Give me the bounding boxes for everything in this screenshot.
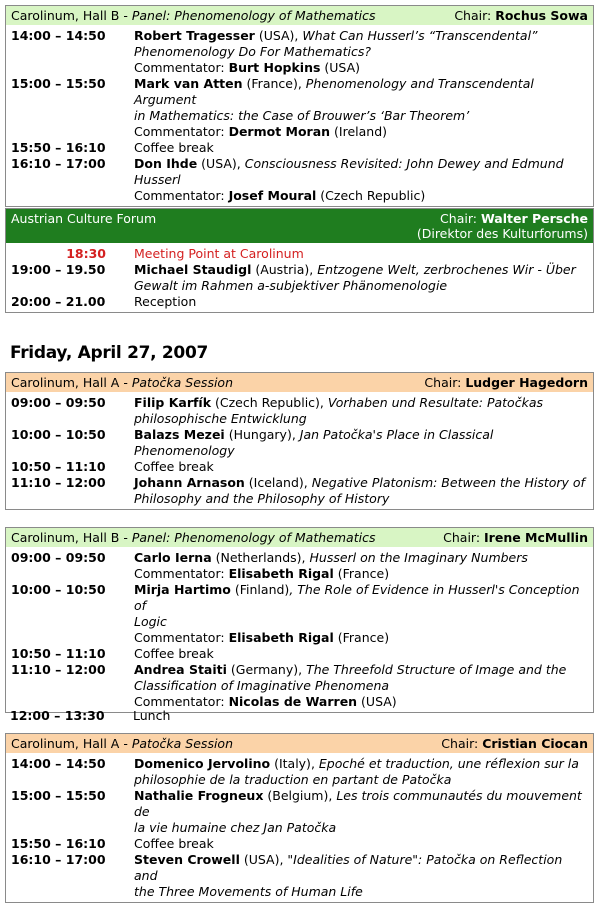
talk-title: Entzogene Welt, zerbrochenes Wir - Über: [317, 262, 576, 277]
description-line: [134, 475, 585, 491]
description-text: Commentator:: [134, 630, 229, 645]
description-line: [134, 44, 585, 60]
session-description: [134, 156, 593, 204]
description-text: Reception: [134, 294, 197, 309]
description-line: [134, 28, 585, 44]
description-text: (France),: [242, 76, 306, 91]
description-line: [134, 772, 585, 788]
talk-title: philosophie de la traduction en partant de Patočka: [134, 772, 452, 787]
session-description: [134, 28, 593, 76]
session-description: [134, 582, 593, 646]
speaker-name: Filip Karfík: [134, 395, 212, 410]
schedule-row: [6, 427, 593, 459]
speaker-name: Carlo Ierna: [134, 550, 212, 565]
description-line: [134, 395, 585, 411]
session-time: 16:10 – 17:00: [11, 852, 106, 867]
session-chair: Chair: Walter Persche (Direktor des Kulturforums): [416, 211, 588, 241]
description-text: Commentator:: [134, 694, 229, 709]
description-line: [134, 427, 585, 443]
description-text: Commentator:: [134, 124, 229, 139]
description-text: (Finland): [230, 582, 290, 597]
speaker-name: Burt Hopkins: [228, 60, 321, 75]
description-line: [134, 156, 585, 172]
description-line: [134, 678, 585, 694]
talk-title: Jan Patočka's Place in Classical: [299, 427, 494, 442]
description-text: Coffee break: [134, 836, 214, 851]
session-time: 09:00 – 09:50: [11, 395, 106, 410]
session-time: 19:00 – 19.50: [11, 262, 106, 277]
day-heading: Friday, April 27, 2007: [10, 343, 209, 363]
speaker-name: Nicolas de Warren: [228, 694, 358, 709]
description-line: [134, 836, 585, 852]
speaker-name: Andrea Staiti: [134, 662, 227, 677]
speaker-name: Michael Staudigl: [134, 262, 252, 277]
description-line: [134, 278, 585, 294]
session-time: 11:10 – 12:00: [11, 662, 106, 677]
talk-title: the Three Movements of Human Life: [134, 884, 363, 899]
session-time: 14:00 – 14:50: [11, 28, 106, 43]
session-description: [134, 140, 593, 156]
talk-title: philosophische Entwicklung: [134, 411, 307, 426]
speaker-name: Elisabeth Rigal: [228, 566, 334, 581]
description-text: Coffee break: [134, 646, 214, 661]
session-time: 09:00 – 09:50: [11, 550, 106, 565]
description-line: [134, 294, 585, 310]
speaker-name: Elisabeth Rigal: [228, 630, 334, 645]
description-line: [134, 60, 585, 76]
description-text: (Czech Republic),: [211, 395, 328, 410]
description-text: (USA): [357, 694, 397, 709]
session-title: Carolinum, Hall B - Panel: Phenomenology of Mathematics: [11, 8, 376, 23]
talk-title: Consciousness Revisited: John Dewey and Edmund: [244, 156, 564, 171]
description-text: Commentator:: [134, 188, 229, 203]
session-block-hall-b-mathematics-morning: [5, 527, 594, 713]
session-description: [134, 427, 593, 459]
session-time: 10:50 – 11:10: [11, 459, 106, 474]
speaker-name: Domenico Jervolino: [134, 756, 271, 771]
description-line: [134, 662, 585, 678]
description-line: [134, 140, 585, 156]
schedule-row: [6, 550, 593, 582]
description-text: (USA),: [239, 852, 288, 867]
talk-title: Epoché et traduction, une réflexion sur la: [318, 756, 579, 771]
schedule-row: [6, 582, 593, 646]
description-text: Commentator:: [134, 60, 229, 75]
description-line: [134, 459, 585, 475]
description-text: (USA): [320, 60, 361, 75]
schedule-row: [6, 788, 593, 836]
schedule-row: [6, 246, 593, 262]
schedule-row: [6, 156, 593, 204]
session-header: [6, 734, 593, 753]
session-title: Carolinum, Hall A - Patočka Session: [11, 375, 233, 390]
description-line: [134, 550, 585, 566]
description-text: (France): [333, 630, 390, 645]
description-line: [134, 582, 585, 614]
speaker-name: Steven Crowell: [134, 852, 240, 867]
session-time: 11:10 – 12:00: [11, 475, 106, 490]
description-line: [134, 788, 585, 820]
schedule-row: [6, 475, 593, 507]
session-description: [134, 852, 593, 900]
session-block-hall-a-patocka-morning: [5, 372, 594, 510]
description-text: Meeting Point at Carolinum: [134, 246, 304, 261]
description-text: (Italy),: [270, 756, 319, 771]
description-text: (Belgium),: [263, 788, 337, 803]
session-time: 15:00 – 15:50: [11, 788, 106, 803]
session-description: [134, 76, 593, 140]
schedule-row: [6, 459, 593, 475]
talk-title: Husserl on the Imaginary Numbers: [309, 550, 528, 565]
schedule-row: [6, 756, 593, 788]
description-text: (Ireland): [330, 124, 388, 139]
description-line: [134, 756, 585, 772]
description-line: [134, 411, 585, 427]
session-time: 18:30: [66, 246, 106, 261]
description-text: Coffee break: [134, 459, 214, 474]
talk-title: Philosophy and the Philosophy of History: [134, 491, 390, 506]
session-description: [134, 550, 593, 582]
description-line: [134, 491, 585, 507]
speaker-name: Mark van Atten: [134, 76, 243, 91]
talk-title: Phenomenology and Transcendental Argument: [134, 76, 534, 107]
schedule-row: [6, 662, 593, 710]
session-title: Carolinum, Hall B - Panel: Phenomenology of Mathematics: [11, 530, 376, 545]
session-description: [134, 262, 593, 294]
description-line: [134, 614, 585, 630]
schedule-row: [6, 395, 593, 427]
description-text: (Austria),: [251, 262, 318, 277]
talk-title: Gewalt im Rahmen a-subjektiver Phänomenologie: [134, 278, 448, 293]
description-line: [134, 884, 585, 900]
session-chair: Chair: Rochus Sowa: [454, 8, 588, 23]
talk-title: , The Role of Evidence in Husserl's Conception of: [134, 582, 580, 613]
speaker-name: Balazs Mezei: [134, 427, 225, 442]
talk-title: Phenomenology Do For Mathematics?: [134, 44, 371, 59]
session-description: [134, 836, 593, 852]
session-header: [6, 6, 593, 25]
session-time: 15:00 – 15:50: [11, 76, 106, 91]
speaker-name: Nathalie Frogneux: [134, 788, 264, 803]
session-time: 14:00 – 14:50: [11, 756, 106, 771]
talk-title: Classification of Imaginative Phenomena: [134, 678, 390, 693]
session-header: [6, 373, 593, 392]
session-header: [6, 528, 593, 547]
session-title: Carolinum, Hall A - Patočka Session: [11, 736, 233, 751]
session-description: [134, 246, 593, 262]
description-line: [134, 262, 585, 278]
talk-title: "Idealities of Nature": Patočka on Reflection and: [134, 852, 563, 883]
session-description: [134, 646, 593, 662]
session-description: [134, 475, 593, 507]
schedule-row: [6, 294, 593, 310]
lunch-row: [5, 708, 594, 724]
schedule-row: [6, 646, 593, 662]
description-line: [134, 172, 585, 188]
schedule-row: [6, 262, 593, 294]
lunch-label: Lunch: [133, 708, 171, 723]
session-time: 10:50 – 11:10: [11, 646, 106, 661]
session-description: [134, 395, 593, 427]
session-description: [134, 294, 593, 310]
session-time: 20:00 – 21.00: [11, 294, 106, 309]
speaker-name: Josef Moural: [228, 188, 317, 203]
session-block-hall-b-friday-afternoon: [5, 5, 594, 207]
lunch-time: 12:00 – 13:30: [10, 708, 105, 723]
description-line: [134, 852, 585, 884]
talk-title: Negative Platonism: Between the History of: [311, 475, 585, 490]
talk-title: la vie humaine chez Jan Patočka: [134, 820, 337, 835]
session-title: Austrian Culture Forum: [11, 211, 157, 226]
description-text: Commentator:: [134, 566, 229, 581]
schedule-row: [6, 28, 593, 76]
session-time: 15:50 – 16:10: [11, 140, 106, 155]
description-text: (Iceland),: [244, 475, 312, 490]
description-line: [134, 443, 585, 459]
session-chair: Chair: Cristian Ciocan: [441, 736, 588, 751]
session-time: 15:50 – 16:10: [11, 836, 106, 851]
talk-title: Husserl: [134, 172, 181, 187]
description-line: [134, 566, 585, 582]
description-text: (USA),: [254, 28, 303, 43]
description-line: [134, 108, 585, 124]
talk-title: Phenomenology: [134, 443, 235, 458]
description-line: [134, 630, 585, 646]
speaker-name: Dermot Moran: [228, 124, 331, 139]
schedule-row: [6, 836, 593, 852]
session-header: [6, 209, 593, 243]
speaker-name: Don Ihde: [134, 156, 198, 171]
session-description: [134, 459, 593, 475]
description-line: [134, 246, 585, 262]
talk-title: The Threefold Structure of Image and the: [306, 662, 567, 677]
session-time: 10:00 – 10:50: [11, 427, 106, 442]
session-chair: Chair: Ludger Hagedorn: [424, 375, 588, 390]
description-text: (Germany),: [226, 662, 307, 677]
description-text: (Netherlands),: [211, 550, 310, 565]
talk-title: Vorhaben und Resultate: Patočkas: [327, 395, 543, 410]
session-chair: Chair: Irene McMullin: [443, 530, 588, 545]
talk-title: What Can Husserl’s “Transcendental”: [302, 28, 538, 43]
talk-title: in Mathematics: the Case of Brouwer’s ‘Bar Theorem’: [134, 108, 470, 123]
session-time: 16:10 – 17:00: [11, 156, 106, 171]
description-line: [134, 188, 585, 204]
description-line: [134, 646, 585, 662]
speaker-name: Robert Tragesser: [134, 28, 255, 43]
description-text: (Hungary),: [224, 427, 300, 442]
talk-title: Logic: [134, 614, 167, 629]
session-description: [134, 788, 593, 836]
speaker-name: Johann Arnason: [134, 475, 245, 490]
talk-title: Les trois communautés du mouvement de: [134, 788, 582, 819]
description-text: (Czech Republic): [316, 188, 426, 203]
session-description: [134, 756, 593, 788]
description-line: [134, 820, 585, 836]
session-block-austrian-culture-forum: [5, 208, 594, 313]
description-line: [134, 124, 585, 140]
description-text: Coffee break: [134, 140, 214, 155]
schedule-row: [6, 76, 593, 140]
speaker-name: Mirja Hartimo: [134, 582, 231, 597]
description-text: (France): [333, 566, 390, 581]
description-text: (USA),: [197, 156, 245, 171]
session-time: 10:00 – 10:50: [11, 582, 106, 597]
schedule-row: [6, 852, 593, 900]
description-line: [134, 76, 585, 108]
session-description: [134, 662, 593, 710]
schedule-row: [6, 140, 593, 156]
